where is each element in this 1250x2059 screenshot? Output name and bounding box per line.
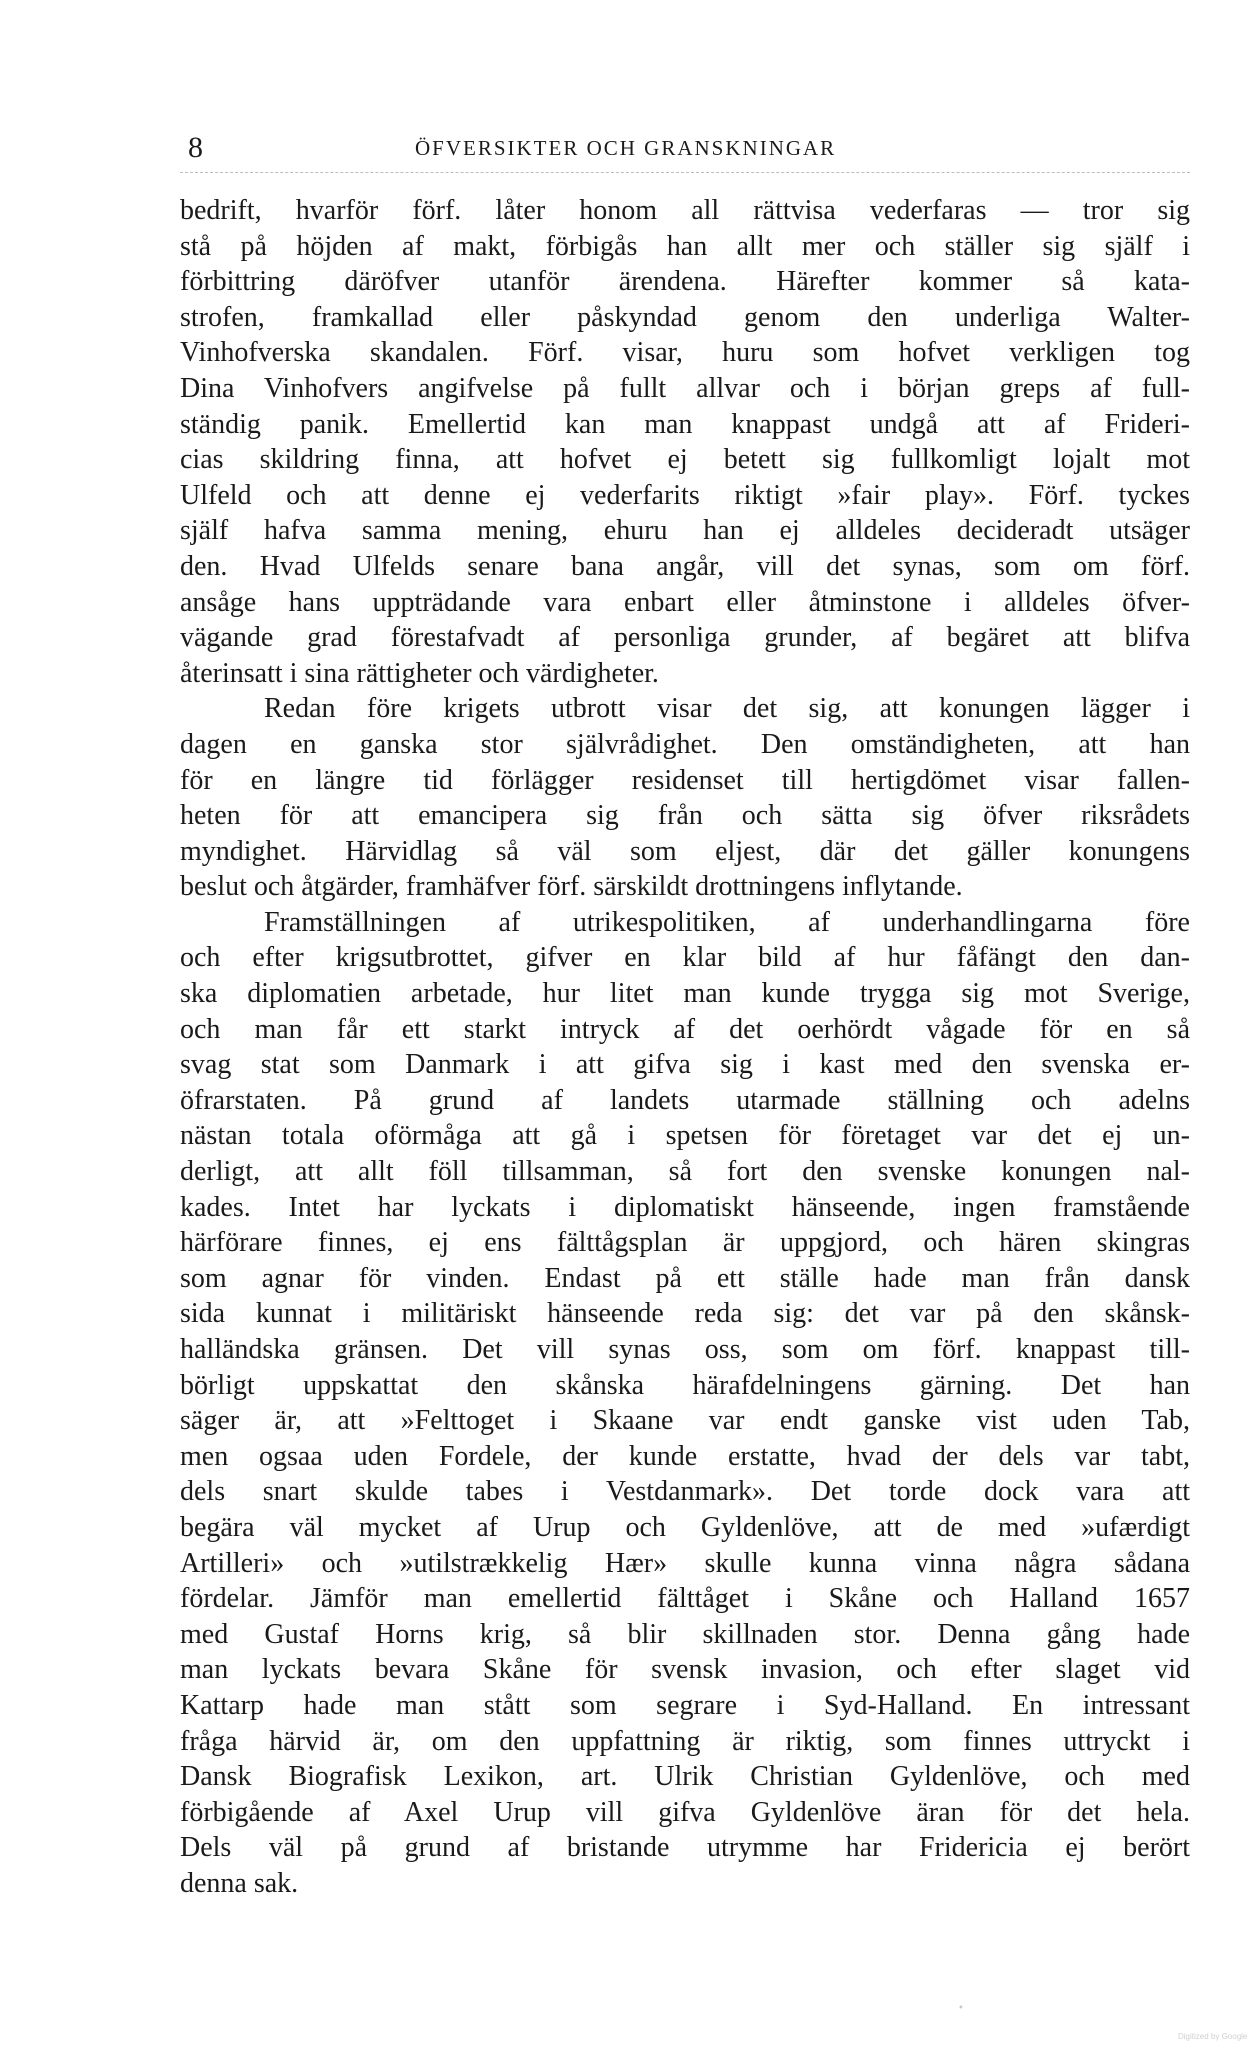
text-line: för en längre tid förlägger residenset till hertigdömet visar fallen-: [180, 764, 1190, 796]
text-line: bedrift, hvarför förf. låter honom all rättvisa vederfaras — tror sig: [180, 195, 1190, 226]
text-line: ständig panik. Emellertid kan man knappast undgå att af Frideri-: [180, 408, 1190, 440]
text-line: och man får ett starkt intryck af det oerhördt vågade för en så: [180, 1013, 1190, 1045]
text-line: med Gustaf Horns krig, så blir skillnaden stor. Denna gång hade: [180, 1618, 1190, 1650]
text-line: dagen en ganska stor självrådighet. Den omständigheten, att han: [180, 728, 1190, 760]
text-line: svag stat som Danmark i att gifva sig i kast med den svenska er-: [180, 1049, 1190, 1081]
text-line: Ulfeld och att denne ej vederfarits riktigt »fair play». Förf. tyckes: [180, 479, 1190, 511]
text-line: dels snart skulde tabes i Vestdanmark». Det torde dock vara att: [180, 1476, 1190, 1508]
text-line: strofen, framkallad eller påskyndad genom den underliga Walter-: [180, 301, 1190, 333]
text-line: Vinhofverska skandalen. Förf. visar, huru som hofvet verkligen tog: [180, 337, 1190, 369]
text-line: men ogsaa uden Fordele, der kunde erstatte, hvad der dels var tabt,: [180, 1440, 1190, 1472]
page-number: 8: [188, 131, 203, 164]
text-line: säger är, att »Felttoget i Skaane var endt ganske vist uden Tab,: [180, 1405, 1190, 1437]
text-line: man lyckats bevara Skåne för svensk invasion, och efter slaget vid: [180, 1654, 1190, 1686]
text-line: fråga härvid är, om den uppfattning är riktig, som finnes uttryckt i: [180, 1725, 1190, 1757]
text-line: öfrarstaten. På grund af landets utarmade ställning och adelns: [180, 1084, 1190, 1116]
footer-credit: Digitized by Google: [1178, 2032, 1248, 2041]
text-line: nästan totala oförmåga att gå i spetsen för företaget var det ej un-: [180, 1120, 1190, 1152]
text-line: och efter krigsutbrottet, gifver en klar bild af hur fåfängt den dan-: [180, 942, 1190, 974]
text-line: derligt, att allt föll tillsamman, så fort den svenske konungen nal-: [180, 1156, 1190, 1188]
text-line: heten för att emancipera sig från och sätta sig öfver riksrådets: [180, 800, 1190, 832]
text-line: beslut och åtgärder, framhäfver förf. särskildt drottningens inflytande.: [180, 871, 963, 903]
text-line: fördelar. Jämför man emellertid fälttåget i Skåne och Halland 1657: [180, 1583, 1190, 1615]
text-line: vägande grad förestafvadt af personliga grunder, af begäret att blifva: [180, 622, 1190, 654]
text-line: Artilleri» och »utilstrækkelig Hær» skulle kunna vinna några sådana: [180, 1547, 1190, 1579]
text-line: ska diplomatien arbetade, hur litet man kunde trygga sig mot Sverige,: [180, 978, 1190, 1010]
text-line: som agnar för vinden. Endast på ett ställe hade man från dansk: [180, 1262, 1190, 1294]
page-header: [180, 128, 1190, 168]
body-text: [180, 193, 1190, 1902]
text-line: börligt uppskattat den skånska härafdelningens gärning. Det han: [180, 1369, 1190, 1401]
text-line: Dansk Biografisk Lexikon, art. Ulrik Christian Gyldenlöve, och med: [180, 1761, 1190, 1793]
text-line: cias skildring finna, att hofvet ej betett sig fullkomligt lojalt mot: [180, 444, 1190, 476]
text-line: Dina Vinhofvers angifvelse på fullt allvar och i början greps af full-: [180, 372, 1190, 404]
text-line: återinsatt i sina rättigheter och värdigheter.: [180, 657, 659, 689]
text-line: kades. Intet har lyckats i diplomatiskt hänseende, ingen framstående: [180, 1191, 1190, 1223]
text-line: Framställningen af utrikespolitiken, af underhandlingarna före: [264, 906, 1190, 938]
running-head: ÖFVERSIKTER OCH GRANSKNINGAR: [415, 136, 837, 160]
text-line: förbigående af Axel Urup vill gifva Gyldenlöve äran för det hela.: [180, 1796, 1190, 1828]
footer-mark: •: [958, 2003, 964, 2014]
text-line: den. Hvad Ulfelds senare bana angår, vill det synas, som om förf.: [180, 550, 1190, 582]
text-line: Redan före krigets utbrott visar det sig, att konungen lägger i: [264, 693, 1190, 725]
text-line: förbittring däröfver utanför ärendena. Härefter kommer så kata-: [180, 266, 1190, 298]
text-line: själf hafva samma mening, ehuru han ej alldeles decideradt utsäger: [180, 515, 1190, 547]
text-line: denna sak.: [180, 1867, 299, 1899]
text-line: Kattarp hade man stått som segrare i Syd-Halland. En intressant: [180, 1689, 1190, 1721]
text-line: stå på höjden af makt, förbigås han allt mer och ställer sig själf i: [180, 230, 1190, 262]
text-line: härförare finnes, ej ens fälttågsplan är uppgjord, och hären skingras: [180, 1227, 1190, 1259]
text-line: begära väl mycket af Urup och Gyldenlöve, att de med »ufærdigt: [180, 1511, 1190, 1543]
text-line: ansåge hans uppträdande vara enbart eller åtminstone i alldeles öfver-: [180, 586, 1190, 618]
text-line: Dels väl på grund af bristande utrymme har Fridericia ej berört: [180, 1832, 1190, 1864]
text-line: halländska gränsen. Det vill synas oss, som om förf. knappast till-: [180, 1334, 1190, 1365]
text-line: myndighet. Härvidlag så väl som eljest, där det gäller konungens: [180, 835, 1190, 867]
header-rule: [180, 172, 1190, 173]
text-line: sida kunnat i militäriskt hänseende reda sig: det var på den skånsk-: [180, 1298, 1190, 1330]
